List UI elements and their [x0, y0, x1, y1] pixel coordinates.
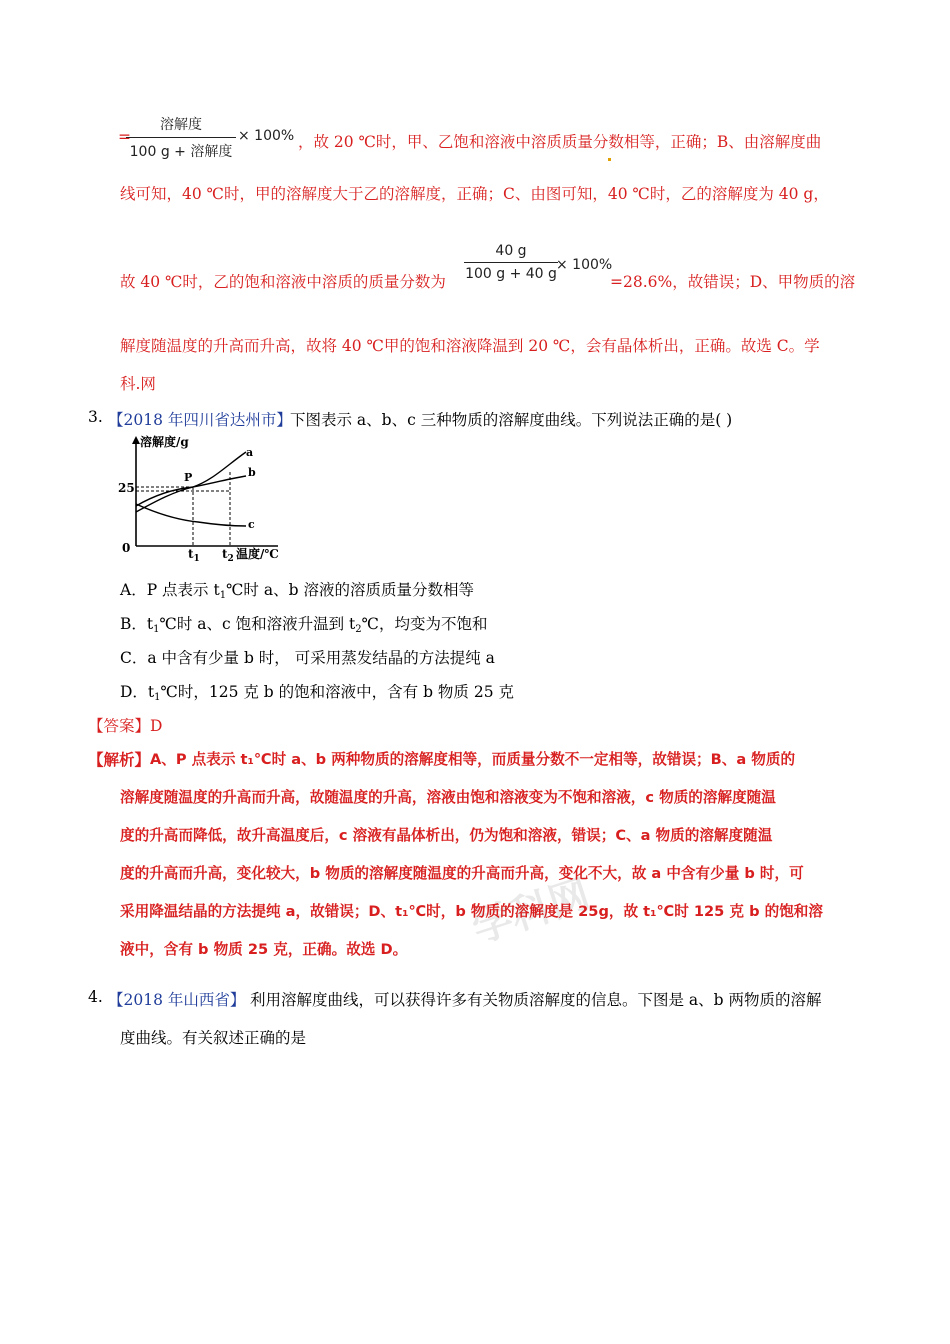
- chart-ylabel: 溶解度/g: [140, 435, 189, 449]
- equals-sign: =: [118, 128, 131, 146]
- q4-stem-line1: 利用溶解度曲线，可以获得许多有关物质溶解度的信息。下图是 a、b 两物质的溶解: [250, 991, 822, 1009]
- fraction2-denominator: 100 g + 40 g: [465, 266, 557, 282]
- times-100-percent: × 100%: [238, 128, 295, 144]
- q3-analysis-label: 【解析】: [88, 750, 151, 769]
- fraction2-numerator: 40 g: [464, 243, 558, 263]
- orange-dot: [608, 158, 611, 161]
- q4-source: 【2018 年山西省】: [108, 991, 246, 1009]
- q3-analysis-line3: 度的升高而降低，故升高温度后，c 溶液有晶体析出，仍为饱和溶液，错误；C、a 物质的溶解度随温: [120, 827, 773, 844]
- fraction-numerator: 溶解度: [126, 114, 236, 138]
- chart-xlabel: 温度/℃: [236, 547, 279, 561]
- chart-origin: 0: [122, 541, 131, 555]
- q3-option-a: A．P 点表示 $t_1℃$时 a、b 溶液的溶质质量分数相等: [120, 581, 474, 601]
- chart-curve-a-label: a: [246, 446, 254, 459]
- q3-answer: 【答案】D: [88, 717, 163, 735]
- q3-option-b: B．$t_1℃$时 a、c 饱和溶液升温到 $t_2℃$，均变为不饱和: [120, 615, 488, 635]
- chart-xtick-t1: $t_1$: [188, 547, 200, 564]
- q4-stem-line2: 度曲线。有关叙述正确的是: [120, 1029, 307, 1047]
- q3-analysis-line6: 液中，含有 b 物质 25 克，正确。故选 D。: [120, 941, 408, 958]
- q4-number: 4.: [88, 988, 103, 1006]
- q3-analysis-line1: A、P 点表示 t₁℃时 a、b 两种物质的溶解度相等，而质量分数不一定相等，故错误；B、a 物质的: [150, 751, 796, 768]
- y-axis-arrow: [132, 436, 140, 444]
- q3-analysis-line5: 采用降温结晶的方法提纯 a，故错误；D、t₁℃时，b 物质的溶解度是 25g，故 t₁℃时 125 克 b 的饱和溶: [120, 903, 823, 920]
- q3-analysis-line4: 度的升高而升高，变化较大，b 物质的溶解度随温度的升高而升高，变化不大，故 a 中含有少量 b 时，可: [120, 865, 804, 882]
- watermark-text: 学科网: [466, 871, 596, 953]
- chart-point-p: P: [184, 471, 193, 484]
- q3-number: 3.: [88, 408, 103, 426]
- q3-option-d: D．$t_1℃$时，125 克 b 的饱和溶液中，含有 b 物质 25 克: [120, 683, 515, 703]
- sec2-line2: 线可知，40 ℃时，甲的溶解度大于乙的溶解度，正确；C、由图可知，40 ℃时，乙的溶解度为 40 g，: [120, 185, 829, 203]
- chart-curve-b-label: b: [248, 466, 256, 479]
- chart-ytick-25: 25: [118, 481, 135, 495]
- chart-xtick-t2: $t_2$: [222, 547, 234, 564]
- q3-option-c: C．a 中含有少量 b 时， 可采用蒸发结晶的方法提纯 a: [120, 649, 495, 667]
- sec2-line3a: 故 40 ℃时，乙的饱和溶液中溶质的质量分数为: [120, 273, 446, 291]
- times-100-percent-2: × 100%: [556, 257, 613, 273]
- fraction-denominator: 100 g + 溶解度: [129, 144, 233, 160]
- fraction-solubility: [126, 114, 236, 161]
- q3-analysis-line2: 溶解度随温度的升高而升高，故随温度的升高，溶液由饱和溶液变为不饱和溶液，c 物质的溶解度随温: [120, 789, 776, 806]
- sec2-line4: 解度随温度的升高而升高，故将 40 ℃甲的饱和溶液降温到 20 ℃，会有晶体析出，正确。故选 C。学: [120, 337, 820, 355]
- sec2-line1: ，故 20 ℃时，甲、乙饱和溶液中溶质质量分数相等，正确；B、由溶解度曲: [298, 133, 822, 151]
- sec2-line5: 科.网: [120, 375, 156, 393]
- solubility-chart: [118, 434, 288, 564]
- q3-stem: 下图表示 a、b、c 三种物质的溶解度曲线。下列说法正确的是( ): [290, 411, 733, 429]
- sec2-line3b: =28.6%，故错误；D、甲物质的溶: [610, 273, 856, 291]
- q3-source: 【2018 年四川省达州市】: [108, 411, 292, 429]
- fraction-40g: [464, 243, 558, 282]
- chart-curve-c-label: c: [248, 518, 255, 531]
